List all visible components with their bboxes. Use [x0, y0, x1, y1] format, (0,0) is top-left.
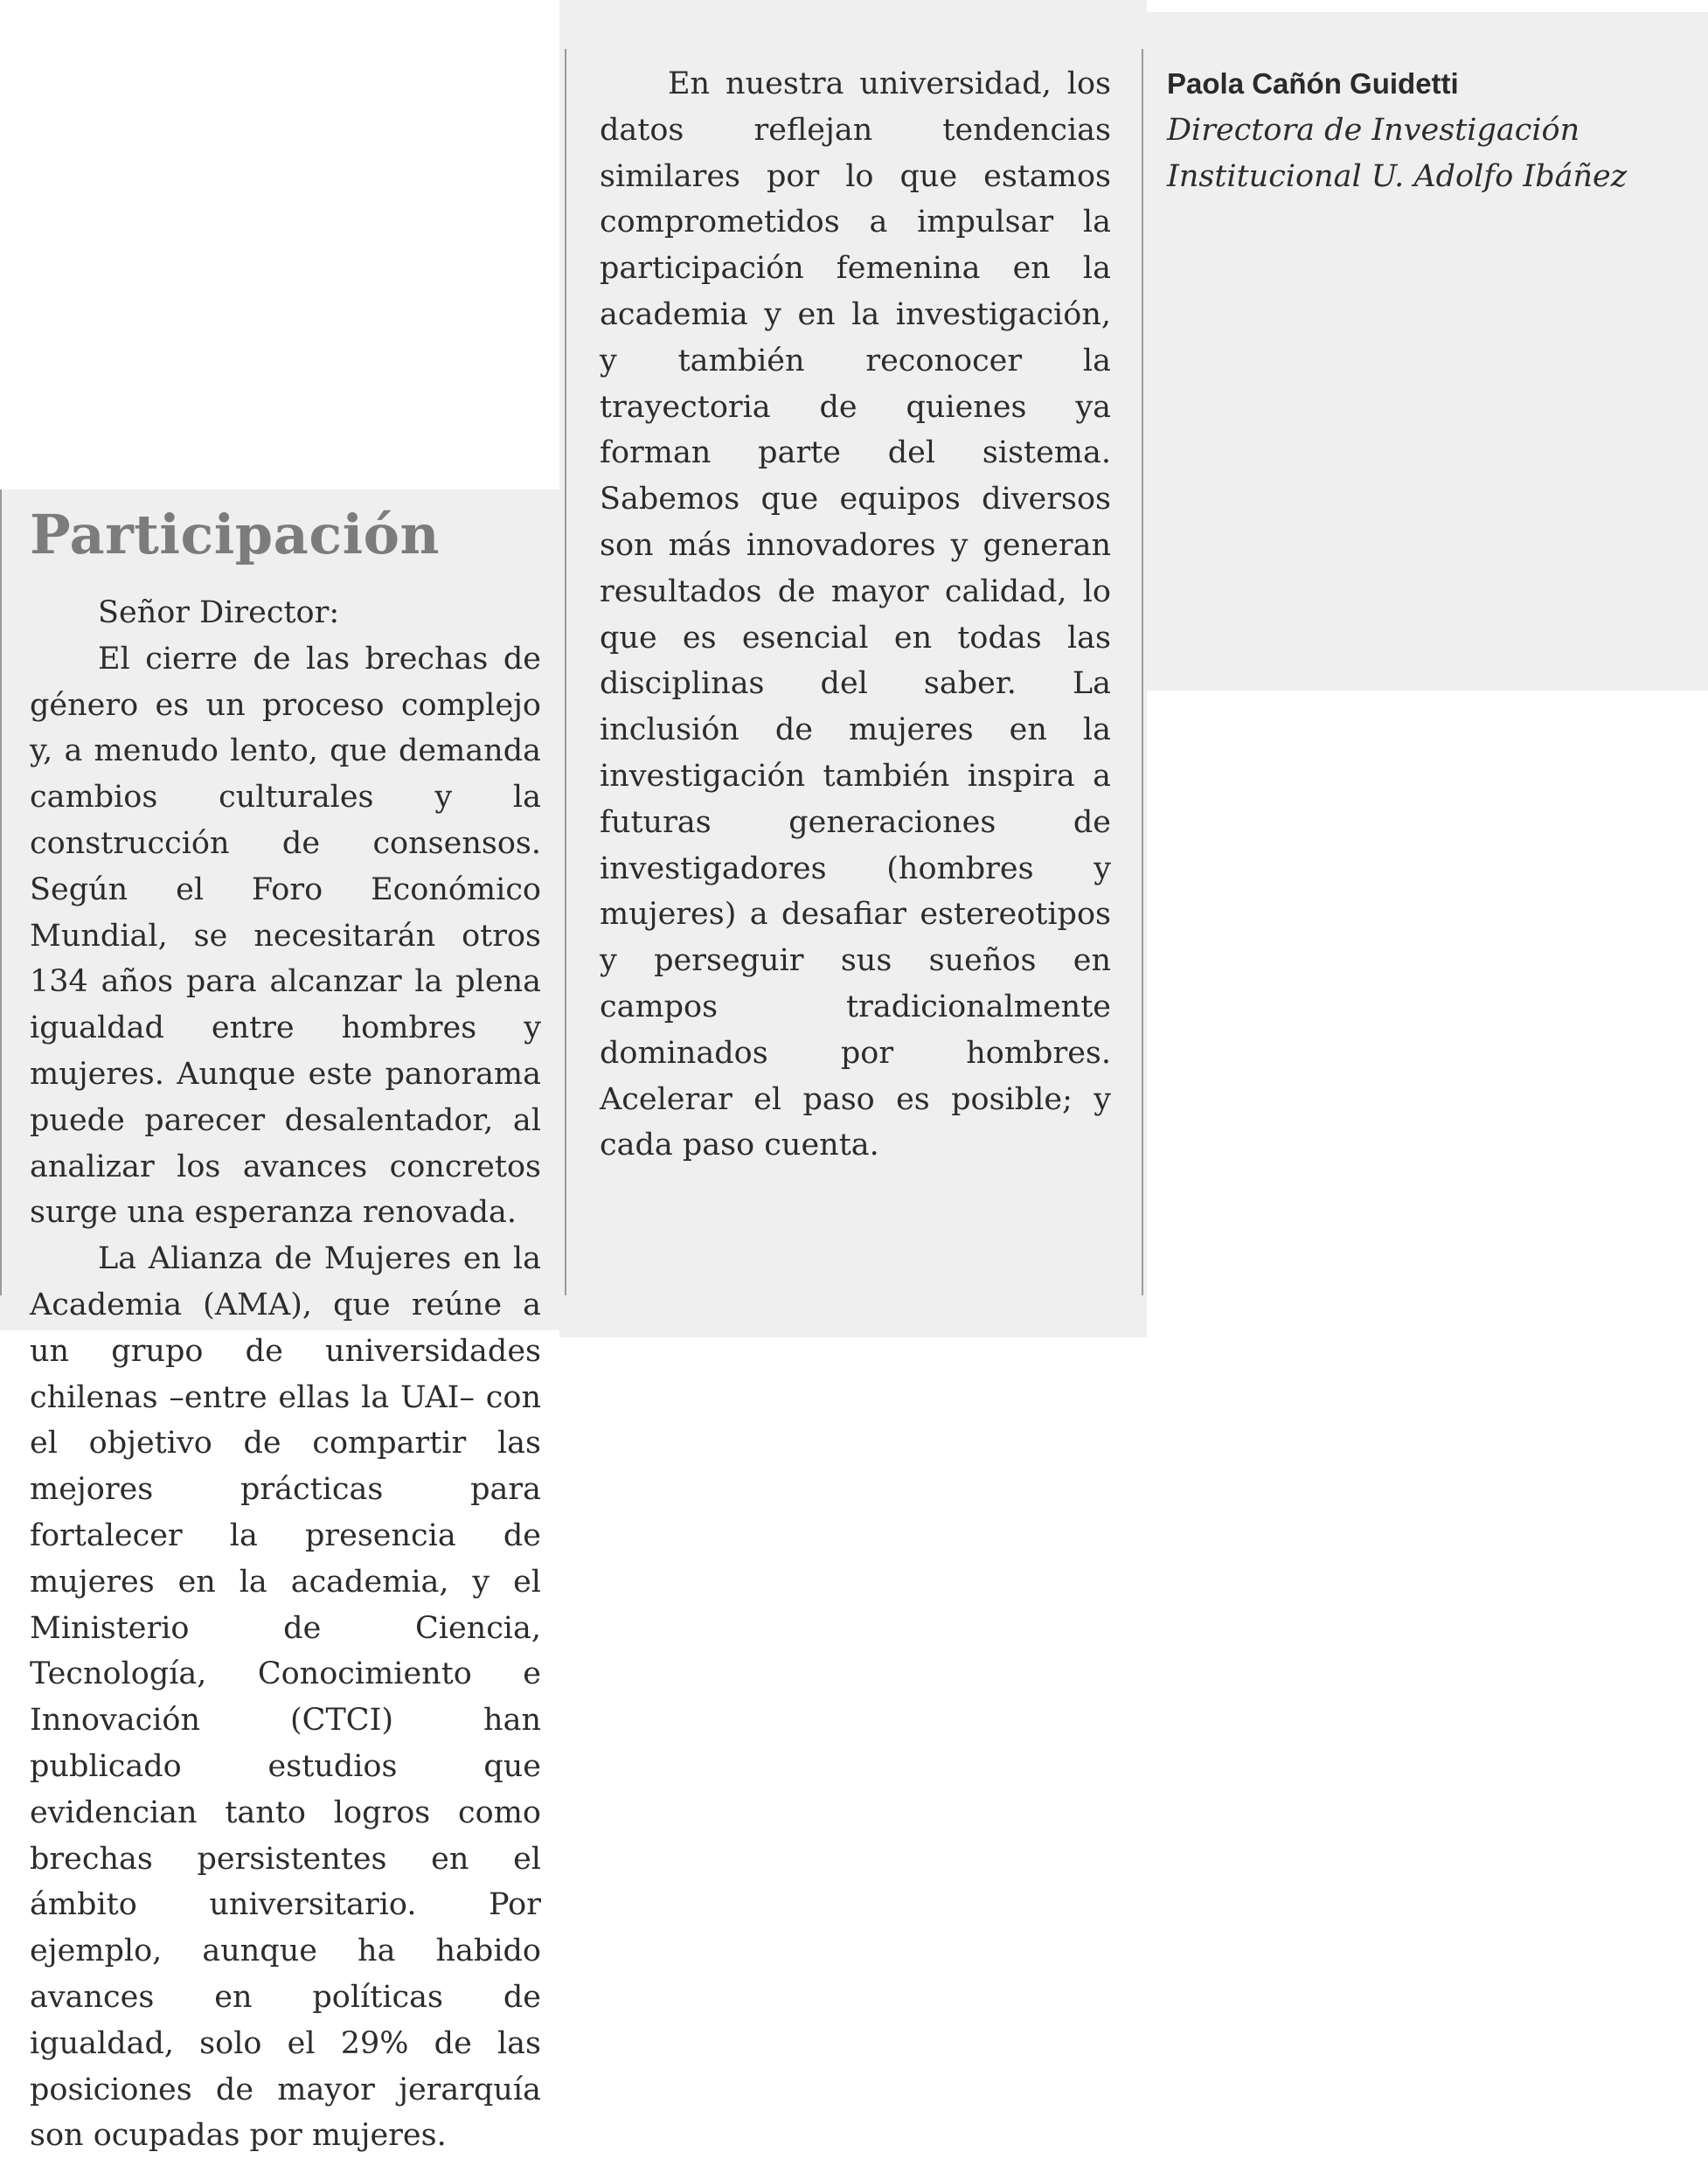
column-rule-middle — [565, 49, 566, 1295]
letter-salutation: Señor Director: — [98, 595, 340, 630]
letter-paragraph: En nuestra universidad, los datos reflejan tendencias similares por lo que estamos comprometidos a impulsar la participación femenina en la academia y en la investigación, y también reconocer la trayectoria de quienes ya forman parte del sistema. Sabemos que equipos diversos son más innovadores y generan resultados de mayor calidad, lo que es esencial en todas las disciplinas del saber. La inclusión de mujeres en la investigación también inspira a futuras generaciones de investigadores (hombres y mujeres) a desafiar estereotipos y perseguir sus sueños en campos tradicionalmente dominados por hombres. Acelerar el paso es posible; y cada paso cuenta. — [600, 66, 1111, 1163]
column-rule-left — [0, 489, 2, 1295]
letter-column-2 — [600, 61, 1111, 1169]
signer-name: Paola Cañón Guidetti — [1167, 67, 1459, 100]
letter-paragraph: El cierre de las brechas de género es un proceso complejo y, a menudo lento, que demanda cambios culturales y la construcción de consensos. Según el Foro Económico Mundial, se necesitarán otros 134 años para alcanzar la plena igualdad entre hombres y mujeres. Aunque este panorama puede parecer desalentador, al analizar los avances concretos surge una esperanza renovada. — [30, 641, 541, 1231]
letter-paragraph: La Alianza de Mujeres en la Academia (AMA), que reúne a un grupo de universidades chilenas –entre ellas la UAI– con el objetivo de compartir las mejores prácticas para fortalecer la presencia de mujeres en la academia, y el Ministerio de Ciencia, Tecnología, Conocimiento e Innovación (CTCI) han publicado estudios que evidencian tanto logros como brechas persistentes en el ámbito universitario. Por ejemplo, aunque ha habido avances en políticas de igualdad, solo el 29% de las posiciones de mayor jerarquía son ocupadas por mujeres. — [30, 1241, 541, 2154]
signer-title: Directora de Investigación Institucional U. Adolfo Ibáñez — [1167, 112, 1628, 194]
column-rule-right — [1142, 49, 1143, 1295]
letter-heading: Participación — [30, 503, 441, 566]
letter-column-3 — [1167, 61, 1678, 199]
letter-column-1 — [30, 590, 541, 2159]
